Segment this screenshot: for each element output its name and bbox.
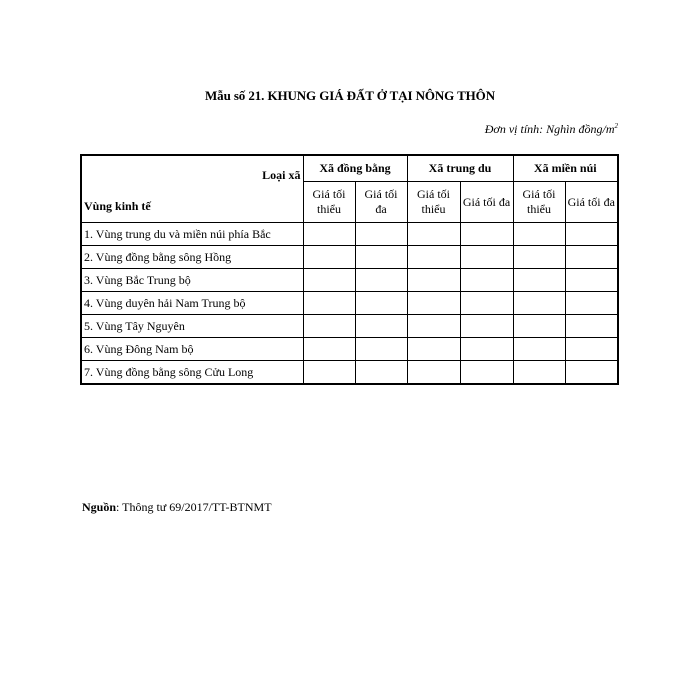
table-cell: [303, 315, 355, 338]
table-cell: [460, 223, 513, 246]
table-row: [81, 315, 618, 338]
table-cell: [565, 361, 618, 385]
row-label: 6. Vùng Đông Nam bộ: [81, 338, 303, 361]
sub-header: Giá tối thiểu: [513, 182, 565, 223]
source-label: Nguồn: [82, 500, 117, 514]
corner-header-commune-type: Loại xã: [262, 168, 301, 182]
table-cell: [513, 246, 565, 269]
table-cell: [355, 269, 407, 292]
table-cell: [355, 361, 407, 385]
table-cell: [460, 269, 513, 292]
table-cell: [460, 292, 513, 315]
unit-note: [485, 122, 618, 137]
table-cell: [565, 246, 618, 269]
table-cell: [407, 361, 460, 385]
table-cell: [513, 361, 565, 385]
table-cell: [303, 246, 355, 269]
sub-header: Giá tối đa: [355, 182, 407, 223]
row-label: 4. Vùng duyên hải Nam Trung bộ: [81, 292, 303, 315]
row-label: 5. Vùng Tây Nguyên: [81, 315, 303, 338]
table-cell: [513, 315, 565, 338]
table-cell: [303, 223, 355, 246]
table-cell: [355, 338, 407, 361]
row-label: 2. Vùng đồng bằng sông Hồng: [81, 246, 303, 269]
table-row: [81, 223, 618, 246]
group-header-mountain: Xã miền núi: [513, 155, 618, 182]
row-label: 1. Vùng trung du và miền núi phía Bắc: [81, 223, 303, 246]
row-label: 3. Vùng Bắc Trung bộ: [81, 269, 303, 292]
table-cell: [565, 338, 618, 361]
table-cell: [565, 223, 618, 246]
table-cell: [513, 223, 565, 246]
table-cell: [355, 223, 407, 246]
table-cell: [460, 338, 513, 361]
table-cell: [407, 315, 460, 338]
table-cell: [407, 223, 460, 246]
sub-header: Giá tối đa: [460, 182, 513, 223]
table-cell: [460, 315, 513, 338]
row-label: 7. Vùng đồng bằng sông Cửu Long: [81, 361, 303, 385]
table-cell: [355, 315, 407, 338]
table-cell: [460, 361, 513, 385]
table-row: [81, 338, 618, 361]
group-header-plain: Xã đồng bằng: [303, 155, 407, 182]
table-cell: [303, 361, 355, 385]
unit-superscript: 2: [614, 122, 618, 130]
sub-header: Giá tối đa: [565, 182, 618, 223]
table-cell: [303, 292, 355, 315]
table-cell: [355, 246, 407, 269]
table-cell: [565, 292, 618, 315]
table-cell: [513, 269, 565, 292]
table-cell: [565, 315, 618, 338]
source-text: : Thông tư 69/2017/TT-BTNMT: [116, 500, 272, 514]
table-row: [81, 361, 618, 385]
table-cell: [303, 269, 355, 292]
table-row: [81, 246, 618, 269]
table-row: [81, 292, 618, 315]
table-cell: [407, 338, 460, 361]
table-cell: [407, 246, 460, 269]
table-cell: [513, 338, 565, 361]
document-title: Mẫu số 21. KHUNG GIÁ ĐẤT Ở TẠI NÔNG THÔN: [205, 88, 495, 103]
table-cell: [565, 269, 618, 292]
group-header-midland: Xã trung du: [407, 155, 513, 182]
table-cell: [407, 269, 460, 292]
table-cell: [513, 292, 565, 315]
table-cell: [303, 338, 355, 361]
table-row: [81, 269, 618, 292]
table-cell: [355, 292, 407, 315]
price-table: [80, 154, 619, 385]
table-cell: [460, 246, 513, 269]
source-note: [82, 500, 272, 515]
sub-header: Giá tối thiểu: [303, 182, 355, 223]
table-corner-header: [81, 155, 303, 223]
unit-text: Đơn vị tính: Nghìn đồng/m: [484, 122, 615, 136]
sub-header: Giá tối thiểu: [407, 182, 460, 223]
table-cell: [407, 292, 460, 315]
corner-header-economic-region: Vùng kinh tế: [84, 199, 151, 213]
